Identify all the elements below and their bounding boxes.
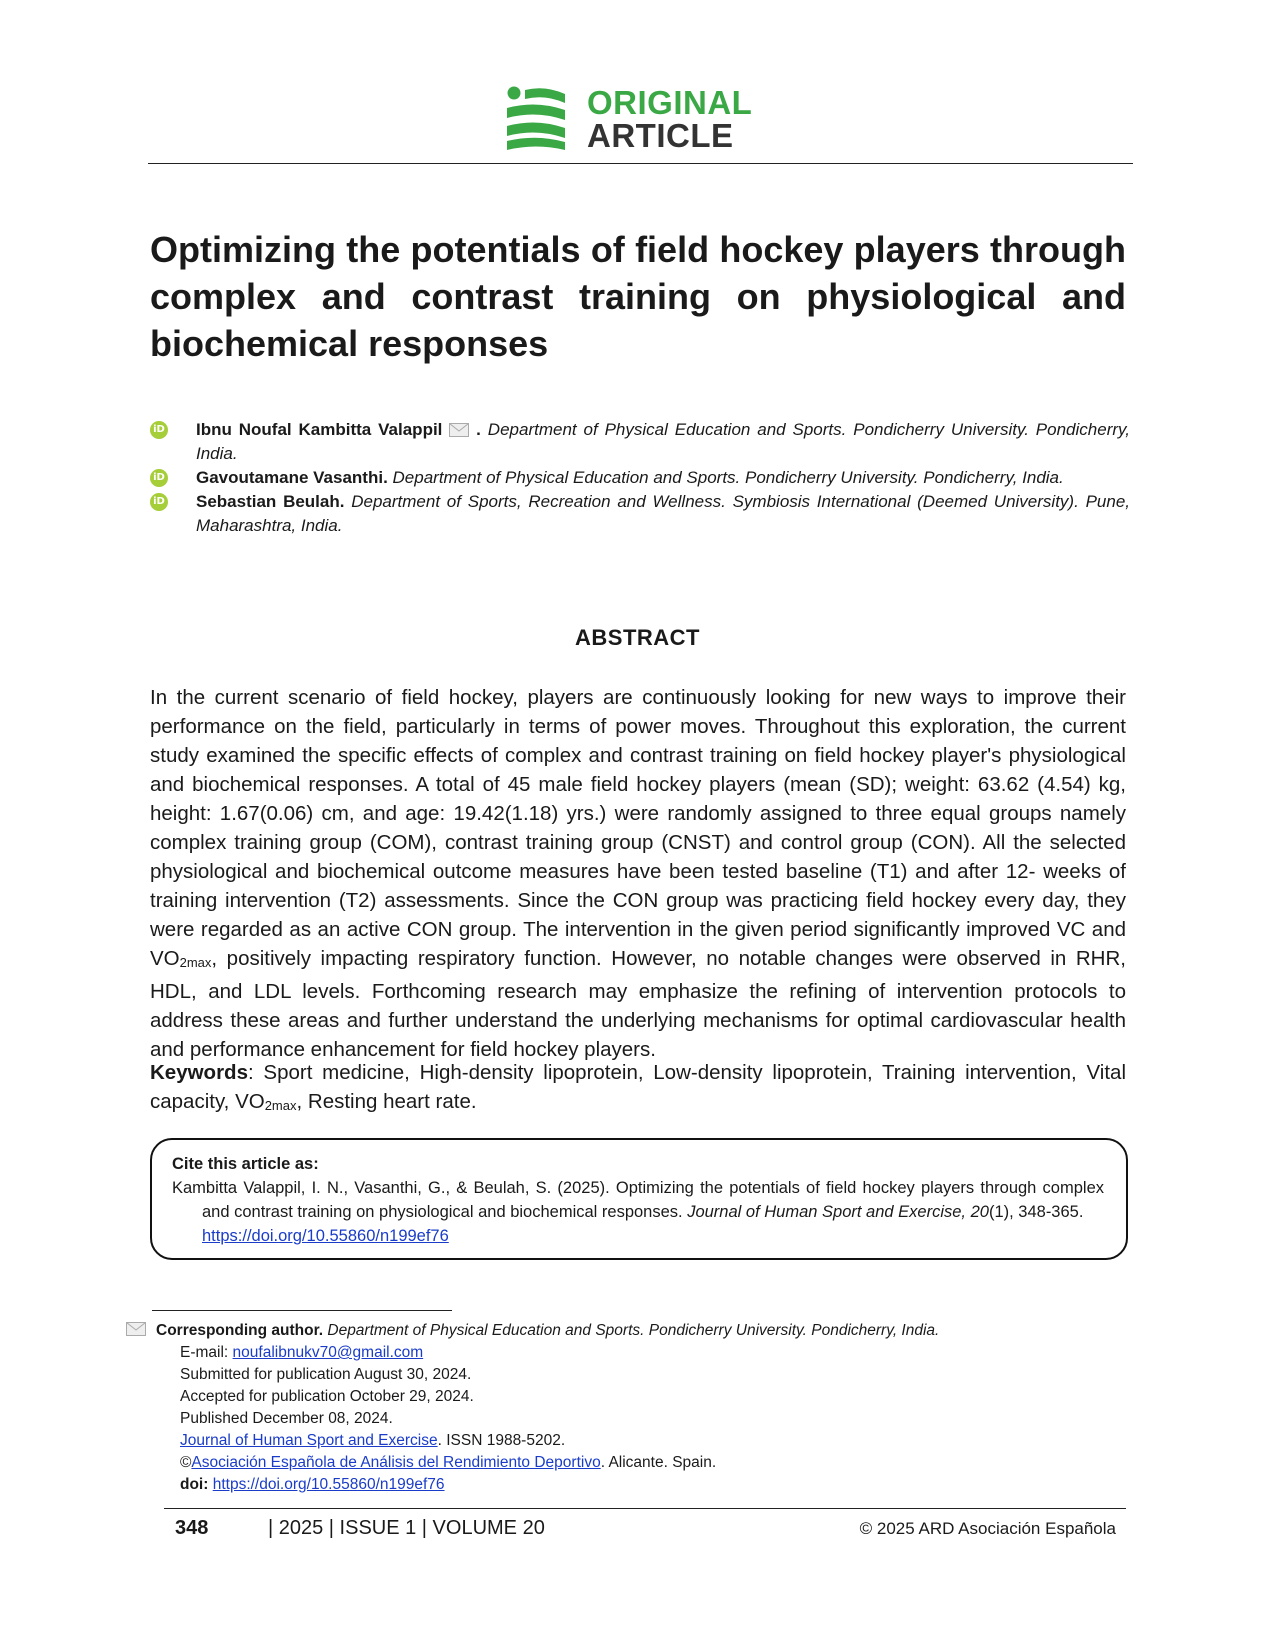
orcid-icon[interactable]: iD: [150, 469, 168, 487]
corresponding-label: Corresponding author.: [156, 1322, 324, 1339]
abstract-text: In the current scenario of field hockey, players are continuously looking for new ways to improve their performance on the field, particularly in terms of power moves. Throughout this exploration, the current study examined the specific effects of complex and contrast training on field hockey player's physiological and biochemical responses. A total of 45 male field hockey players (mean (SD); weight: 63.62 (4.54) kg, height: 1.67(0.06) cm, and age: 19.42(1.18) yrs.) were randomly assigned to three equal groups namely complex training group (COM), contrast training group (CNST) and control group (CON). All the selected physiological and biochemical outcome measures have been tested baseline (T1) and after 12- weeks of training intervention (T2) assessments. Since the CON group was practicing field hockey every day, they were regarded as an active CON group. The intervention in the given period significantly improved VC and $VO_{2max}$, positively impacting respiratory function. However, no notable changes were observed in RHR, HDL, and LDL levels. Forthcoming research may emphasize the refining of intervention protocols to address these areas and further understand the underlying mechanisms for optimal cardiovascular health and performance enhancement for field hockey players.: [150, 686, 1126, 1061]
author-affiliation: Department of Physical Education and Sports. Pondicherry University. Pondicherry, India.: [392, 468, 1064, 487]
journal-row: Journal of Human Sport and Exercise. ISSN 1988-5202.: [180, 1432, 566, 1449]
header-divider: [148, 163, 1133, 164]
citation-text: Kambitta Valappil, I. N., Vasanthi, G., & Beulah, S. (2025). Optimizing the potentials of field hockey players through complex and contrast training on physiological and biochemical responses. Journal of Human Sport and Exercise, 20(1), 348-365. https://doi.org/10.55860/n199ef76: [172, 1179, 1104, 1245]
page-number: 348: [175, 1517, 209, 1539]
association-link[interactable]: Asociación Española de Análisis del Rendimiento Deportivo: [191, 1454, 601, 1471]
author-name: Ibnu Noufal Kambitta Valappil: [196, 420, 443, 439]
logo-text-original: ORIGINAL: [587, 84, 753, 121]
author-name: Sebastian Beulah.: [196, 492, 345, 511]
footnote-divider: [152, 1310, 452, 1311]
email-row: E-mail: noufalibnukv70@gmail.com: [180, 1344, 424, 1361]
mail-icon: [126, 1322, 146, 1336]
author-name: Gavoutamane Vasanthi.: [196, 468, 388, 487]
mail-icon[interactable]: [449, 423, 469, 437]
journal-link[interactable]: Journal of Human Sport and Exercise: [180, 1432, 438, 1449]
corresponding-affiliation: Department of Physical Education and Sports. Pondicherry University. Pondicherry, India.: [327, 1322, 940, 1339]
logo-text-article: ARTICLE: [587, 117, 734, 154]
author-entry: [150, 466, 1130, 490]
author-entry: [150, 490, 1130, 538]
citation-box: [150, 1138, 1128, 1260]
keywords-label: Keywords: [150, 1061, 248, 1084]
author-separator: .: [469, 420, 481, 439]
doi-link[interactable]: https://doi.org/10.55860/n199ef76: [212, 1476, 445, 1493]
author-entry: [150, 418, 1130, 466]
citation-doi-link[interactable]: https://doi.org/10.55860/n199ef76: [202, 1227, 449, 1245]
submitted-date: Submitted for publication August 30, 2024.: [180, 1366, 472, 1383]
author-affiliation: Department of Physical Education and Sports. Pondicherry University. Pondicherry, India.: [196, 420, 1130, 463]
orcid-icon[interactable]: iD: [150, 421, 168, 439]
doi-row: doi: https://doi.org/10.55860/n199ef76: [180, 1476, 445, 1493]
accepted-date: Accepted for publication October 29, 2024.: [180, 1388, 474, 1405]
footnote: [126, 1320, 1116, 1496]
abstract-heading: ABSTRACT: [575, 625, 700, 650]
published-date: Published December 08, 2024.: [180, 1410, 393, 1427]
orcid-icon[interactable]: iD: [150, 493, 168, 511]
logo-stripes-icon: [507, 86, 567, 150]
article-title: Optimizing the potentials of field hockey players through complex and contrast training on physiological and biochemical responses: [150, 229, 1126, 364]
email-link[interactable]: noufalibnukv70@gmail.com: [232, 1344, 424, 1361]
author-affiliation: Department of Sports, Recreation and Wellness. Symbiosis International (Deemed University). Pune, Maharashtra, India.: [196, 492, 1130, 535]
footer-copyright: © 2025 ARD Asociación Española: [859, 1519, 1116, 1538]
association-row: ©Asociación Española de Análisis del Rendimiento Deportivo. Alicante. Spain.: [180, 1454, 717, 1471]
journal-logo: [507, 86, 777, 152]
footer-divider: [164, 1508, 1126, 1509]
issue-info: | 2025 | ISSUE 1 | VOLUME 20: [268, 1517, 545, 1539]
keywords: Keywords: Sport medicine, High-density lipoprotein, Low-density lipoprotein, Training intervention, Vital capacity, $VO_{2max}$, Resting heart rate.: [150, 1061, 1126, 1113]
citation-heading: Cite this article as:: [172, 1155, 319, 1173]
